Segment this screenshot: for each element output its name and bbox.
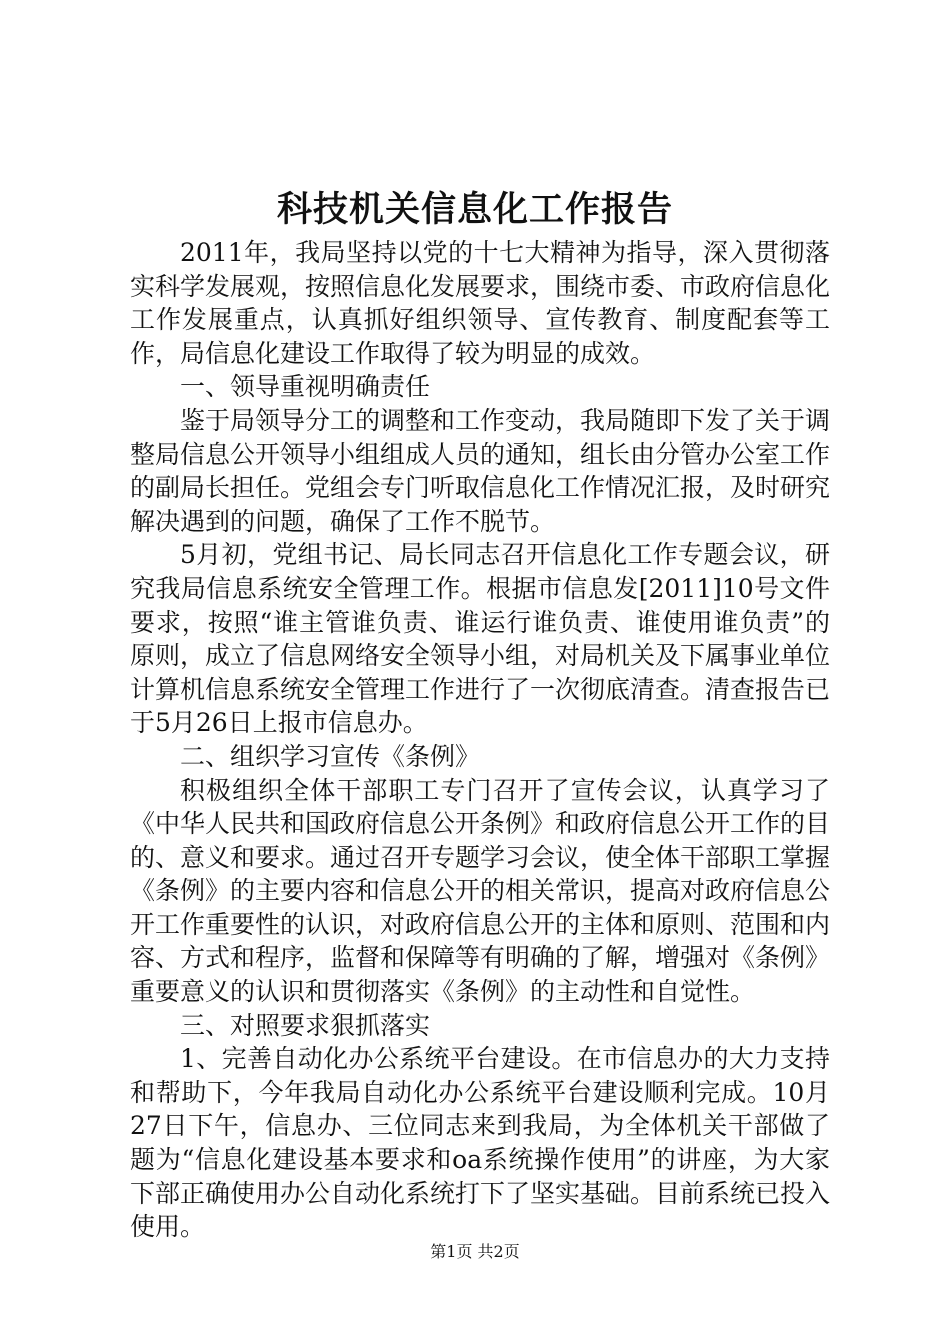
section-heading-1: 一、领导重视明确责任: [180, 372, 431, 402]
document-body: [130, 236, 830, 1244]
section-heading-3: 三、对照要求狠抓落实: [180, 1010, 431, 1040]
paragraph-security-meeting: 5月初，党组书记、局长同志召开信息化工作专题会议，研究我局信息系统安全管理工作。根据市信息发[2011]10号文件要求，按照“谁主管谁负责、谁运行谁负责、谁使用谁负责”的原则，成立了信息网络安全领导小组，对局机关及下属事业单位计算机信息系统安全管理工作进行了一次彻底清查。清查报告已于5月26日上报市信息办。: [130, 540, 831, 738]
section-heading-2: 二、组织学习宣传《条例》: [180, 741, 481, 771]
paragraph-intro: 2011年，我局坚持以党的十七大精神为指导，深入贯彻落实科学发展观，按照信息化发展要求，围绕市委、市政府信息化工作发展重点，认真抓好组织领导、宣传教育、制度配套等工作，局信息化建设工作取得了较为明显的成效。: [130, 238, 831, 368]
paragraph-oa-system: 1、完善自动化办公系统平台建设。在市信息办的大力支持和帮助下，今年我局自动化办公系统平台建设顺利完成。10月27日下午，信息办、三位同志来到我局，为全体机关干部做了题为“信息化建设基本要求和oa系统操作使用”的讲座，为大家下部正确使用办公自动化系统打下了坚实基础。目前系统已投入使用。: [130, 1044, 831, 1242]
paragraph-leadership: 鉴于局领导分工的调整和工作变动，我局随即下发了关于调整局信息公开领导小组组成人员的通知，组长由分管办公室工作的副局长担任。党组会专门听取信息化工作情况汇报，及时研究解决遇到的问题，确保了工作不脱节。: [130, 405, 831, 536]
page-number-footer: 第1页 共2页: [430, 1242, 520, 1261]
document-title: 科技机关信息化工作报告: [276, 189, 673, 230]
paragraph-study: 积极组织全体干部职工专门召开了宣传会议，认真学习了《中华人民共和国政府信息公开条例》和政府信息公开工作的目的、意义和要求。通过召开专题学习会议，使全体干部职工掌握《条例》的主要内容和信息公开的相关常识，提高对政府信息公开工作重要性的认识，对政府信息公开的主体和原则、范围和内容、方式和程序，监督和保障等有明确的了解，增强对《条例》重要意义的认识和贯彻落实《条例》的主动性和自觉性。: [130, 775, 831, 1007]
